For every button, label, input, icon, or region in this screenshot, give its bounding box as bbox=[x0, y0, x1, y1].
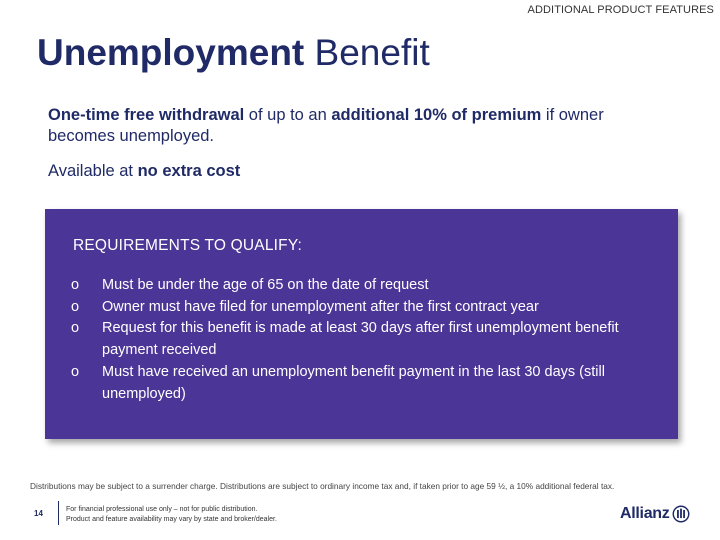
requirement-text: Must be under the age of 65 on the date of request bbox=[102, 277, 429, 293]
availability-emphasis: no extra cost bbox=[137, 162, 241, 180]
bullet-icon: o bbox=[71, 298, 80, 315]
footer-divider bbox=[58, 501, 59, 525]
requirements-box bbox=[45, 209, 678, 439]
availability-text bbox=[48, 162, 240, 181]
disclaimer-line-2: Product and feature availability may vary by state and broker/dealer. bbox=[66, 516, 277, 523]
requirements-list bbox=[71, 275, 661, 405]
allianz-eagle-icon bbox=[672, 505, 690, 523]
intro-ending: if owner becomes unemployed. bbox=[48, 106, 604, 145]
requirements-heading: REQUIREMENTS TO QUALIFY: bbox=[73, 237, 303, 254]
availability-prefix: Available at bbox=[48, 162, 138, 180]
page-title-bold: Unemployment bbox=[37, 32, 305, 73]
requirement-text: Request for this benefit is made at least 30 days after first unemployment benefit payment received bbox=[102, 320, 619, 359]
allianz-logo bbox=[620, 503, 690, 525]
page-number: 14 bbox=[34, 509, 43, 518]
bullet-icon: o bbox=[71, 320, 80, 337]
list-item bbox=[71, 318, 661, 361]
page-title bbox=[37, 32, 430, 74]
bullet-icon: o bbox=[71, 277, 80, 293]
section-label: ADDITIONAL PRODUCT FEATURES bbox=[527, 4, 714, 16]
list-item bbox=[71, 275, 661, 297]
list-item bbox=[71, 362, 661, 405]
intro-connector: of up to an bbox=[244, 106, 332, 124]
requirement-text: Owner must have filed for unemployment after the first contract year bbox=[102, 298, 539, 315]
requirement-text: Must have received an unemployment benefit payment in the last 30 days (still unemployed) bbox=[102, 363, 605, 402]
intro-text bbox=[48, 105, 648, 147]
page-title-regular: Benefit bbox=[314, 32, 430, 73]
intro-emphasis-2: additional 10% of premium bbox=[331, 106, 542, 124]
bullet-icon: o bbox=[71, 363, 80, 380]
logo-text: Allianz bbox=[620, 505, 670, 522]
disclaimer bbox=[66, 505, 277, 525]
list-item bbox=[71, 297, 661, 319]
intro-emphasis-1: One-time free withdrawal bbox=[48, 106, 245, 124]
footnote: Distributions may be subject to a surrender charge. Distributions are subject to ordinary income tax and, if taken prior to age 59 ½, a 10% additional federal tax. bbox=[30, 481, 615, 491]
disclaimer-line-1: For financial professional use only – not for public distribution. bbox=[66, 506, 258, 513]
